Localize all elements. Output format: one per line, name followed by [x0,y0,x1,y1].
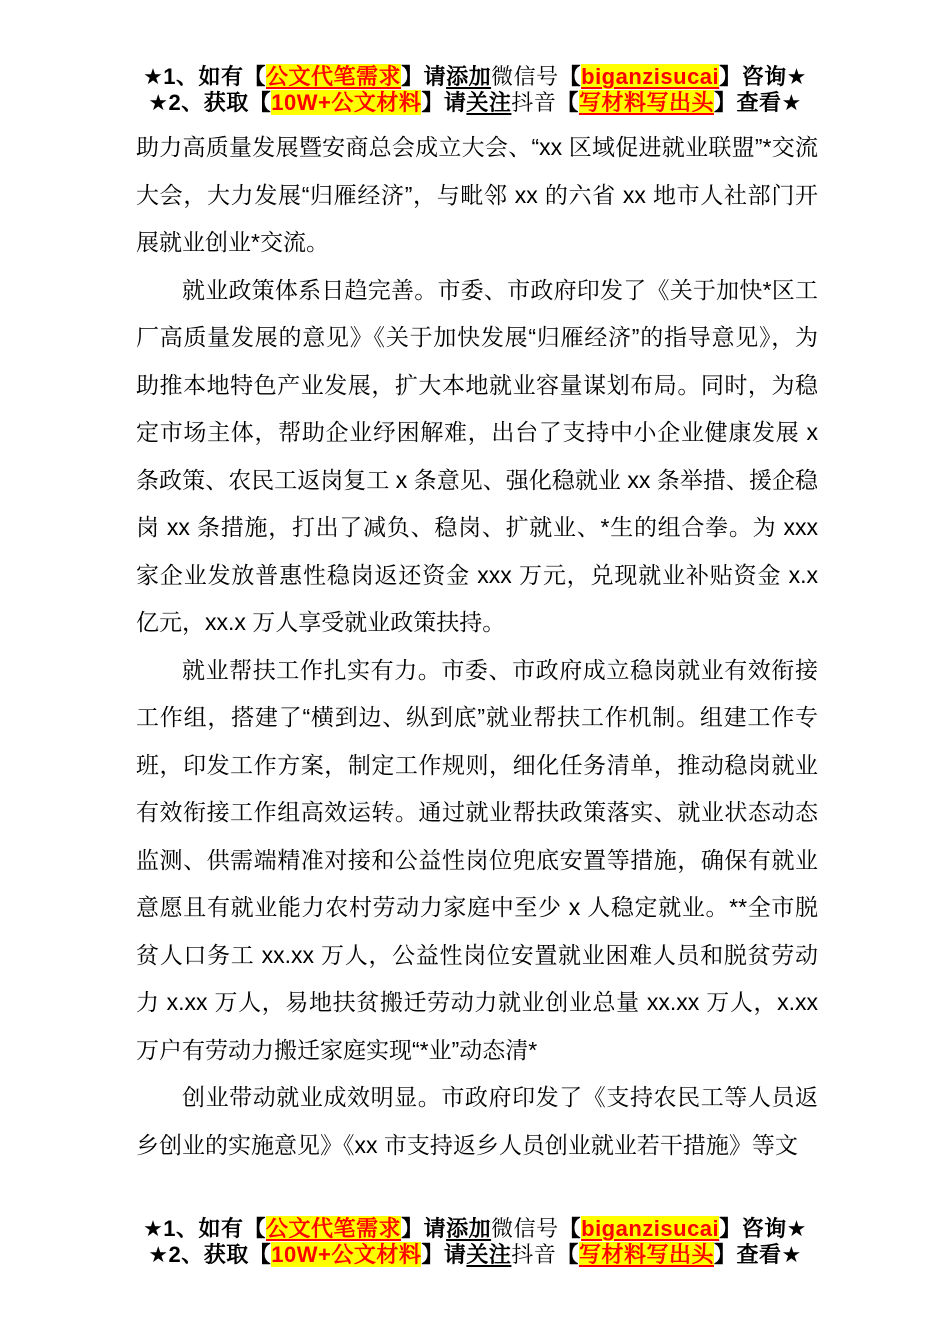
promo-text: 】请 [421,1242,467,1267]
promo-text: ★2、获取【 [148,90,272,115]
highlight-douyin-name: 写材料写出头 [578,1242,714,1267]
highlight-10w-materials: 10W+公文材料 [271,1242,422,1267]
promo-line-2 [0,90,950,116]
promo-text: 【 [558,1216,582,1241]
promo-text: 】请 [421,90,467,115]
promo-text: 抖音 [511,1242,557,1267]
promo-text: 【 [558,64,582,89]
promo-text: 【 [556,1242,579,1267]
underline-tianjia: 添加 [446,64,492,89]
underline-guanzhu: 关注 [466,1242,512,1267]
promo-text: ★1、如有【 [143,1216,267,1241]
promo-banner-bottom [0,1216,950,1268]
promo-text: 】咨询★ [719,64,807,89]
promo-text: ★2、获取【 [148,1242,272,1267]
promo-text: 】查看★ [713,1242,802,1267]
promo-line-2 [0,1242,950,1268]
highlight-10w-materials: 10W+公文材料 [271,90,422,115]
promo-line-1 [0,1216,950,1242]
promo-line-1 [0,64,950,90]
promo-text: 微信号 [491,64,559,89]
promo-text: 】查看★ [713,90,802,115]
highlight-gongwen-daibi-xuqiu: 公文代笔需求 [266,64,402,89]
highlight-wechat-id: biganzisucai [581,1216,720,1241]
paragraph-2: 就业政策体系日趋完善。市委、市政府印发了《关于加快*区工厂高质量发展的意见》《关于加快发展“归雁经济”的指导意见》，为助推本地特色产业发展，扩大本地就业容量谋划布局。同时，为稳定市场主体，帮助企业纾困解难，出台了支持中小企业健康发展 x 条政策、农民工返岗复工 x 条意见、强化稳就业 xx 条举措、援企稳岗 xx 条措施，打出了减负、稳岗、扩就业、*生的组合拳。为 xxx 家企业发放普惠性稳岗返还资金 xxx 万元，兑现就业补贴资金 x.x 亿元，xx.x 万人享受就业政策扶持。 [136,276,818,635]
promo-text: 抖音 [511,90,557,115]
promo-text: ★1、如有【 [143,64,267,89]
promo-text: 【 [556,90,579,115]
highlight-wechat-id: biganzisucai [581,64,720,89]
highlight-douyin-name: 写材料写出头 [578,90,714,115]
document-body [136,124,818,1169]
paragraph-1: 助力高质量发展暨安商总会成立大会、“xx 区域促进就业联盟”*交流大会，大力发展“归雁经济”，与毗邻 xx 的六省 xx 地市人社部门开展就业创业*交流。 [136,134,818,255]
promo-banner-top [0,64,950,116]
promo-text: 】请 [401,1216,447,1241]
underline-tianjia: 添加 [446,1216,492,1241]
promo-text: 】请 [401,64,447,89]
highlight-gongwen-daibi-xuqiu: 公文代笔需求 [266,1216,402,1241]
underline-guanzhu: 关注 [466,90,512,115]
promo-text: 微信号 [491,1216,559,1241]
promo-text: 】咨询★ [719,1216,807,1241]
paragraph-3: 就业帮扶工作扎实有力。市委、市政府成立稳岗就业有效衔接工作组，搭建了“横到边、纵到底”就业帮扶工作机制。组建工作专班，印发工作方案，制定工作规则，细化任务清单，推动稳岗就业有效衔接工作组高效运转。通过就业帮扶政策落实、就业状态动态监测、供需端精准对接和公益性岗位兜底安置等措施，确保有就业意愿且有就业能力农村劳动力家庭中至少 x 人稳定就业。**全市脱贫人口务工 xx.xx 万人，公益性岗位安置就业困难人员和脱贫劳动力 x.xx 万人，易地扶贫搬迁劳动力就业创业总量 xx.xx 万人，x.xx 万户有劳动力搬迁家庭实现“*业”动态清* [136,656,818,1063]
paragraph-4: 创业带动就业成效明显。市政府印发了《支持农民工等人员返乡创业的实施意见》《xx 市支持返乡人员创业就业若干措施》等文 [136,1084,818,1158]
